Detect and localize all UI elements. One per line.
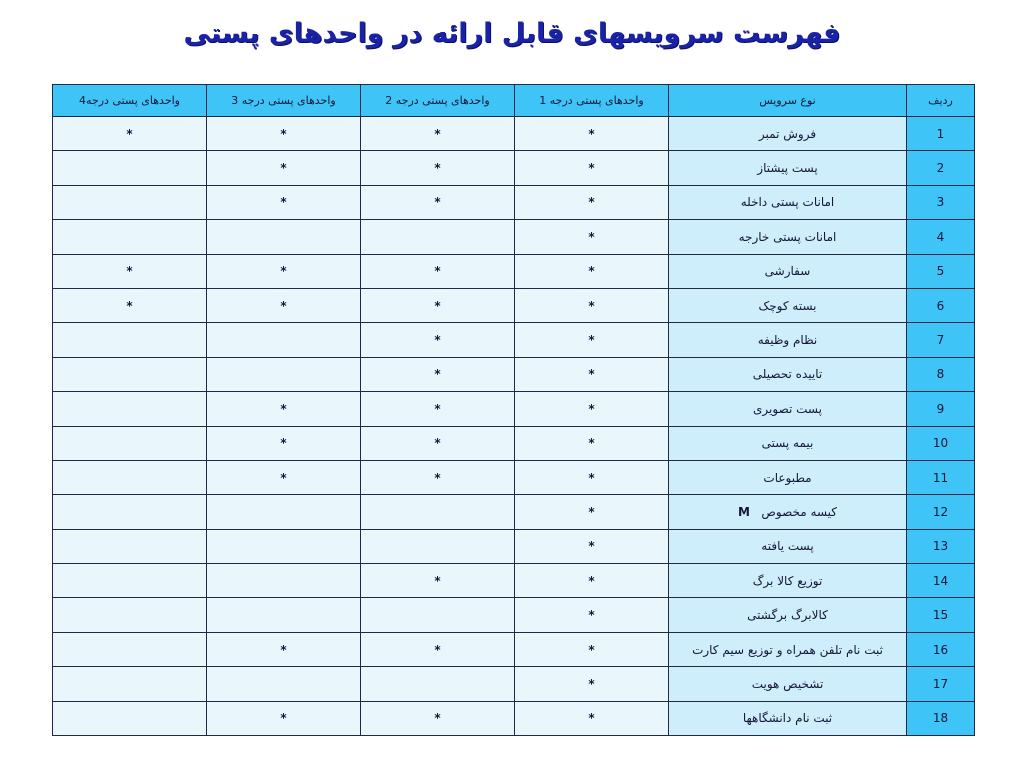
row-number-cell: 13 bbox=[907, 529, 975, 563]
service-name-cell bbox=[669, 254, 907, 288]
grade-1-availability-cell: * bbox=[515, 323, 669, 357]
grade-1-availability-cell: * bbox=[515, 598, 669, 632]
grade-2-availability-cell: * bbox=[361, 151, 515, 185]
grade-3-availability-cell: * bbox=[207, 117, 361, 151]
grade-2-availability-cell bbox=[361, 529, 515, 563]
table-row bbox=[53, 460, 975, 494]
table-row bbox=[53, 220, 975, 254]
grade-1-availability-cell: * bbox=[515, 564, 669, 598]
service-name-cell bbox=[669, 151, 907, 185]
service-name-cell bbox=[669, 185, 907, 219]
service-name-cell bbox=[669, 323, 907, 357]
table-row bbox=[53, 426, 975, 460]
header-grade-3: واحدهای پستی درجه 3 bbox=[207, 85, 361, 117]
grade-2-availability-cell: * bbox=[361, 117, 515, 151]
table-row bbox=[53, 529, 975, 563]
service-name: امانات پستی خارجه bbox=[738, 229, 837, 244]
service-name: توزیع کالا برگ bbox=[752, 573, 823, 588]
grade-4-availability-cell bbox=[53, 564, 207, 598]
grade-3-availability-cell: * bbox=[207, 185, 361, 219]
row-number-cell: 5 bbox=[907, 254, 975, 288]
table-row bbox=[53, 323, 975, 357]
service-name-cell bbox=[669, 460, 907, 494]
grade-2-availability-cell bbox=[361, 220, 515, 254]
header-grade-2: واحدهای پستی درجه 2 bbox=[361, 85, 515, 117]
service-name: پست پیشتاز bbox=[757, 161, 818, 176]
row-number-cell: 1 bbox=[907, 117, 975, 151]
service-name-cell bbox=[669, 426, 907, 460]
grade-4-availability-cell bbox=[53, 357, 207, 391]
table-row bbox=[53, 151, 975, 185]
services-table bbox=[52, 84, 975, 736]
row-number-cell: 3 bbox=[907, 185, 975, 219]
grade-4-availability-cell bbox=[53, 529, 207, 563]
row-number-cell: 12 bbox=[907, 495, 975, 529]
grade-2-availability-cell bbox=[361, 495, 515, 529]
grade-3-availability-cell: * bbox=[207, 254, 361, 288]
grade-1-availability-cell: * bbox=[515, 288, 669, 322]
service-name-cell bbox=[669, 495, 907, 529]
grade-1-availability-cell: * bbox=[515, 529, 669, 563]
grade-2-availability-cell: * bbox=[361, 632, 515, 666]
grade-2-availability-cell: * bbox=[361, 185, 515, 219]
grade-3-availability-cell: * bbox=[207, 392, 361, 426]
row-number-cell: 6 bbox=[907, 288, 975, 322]
grade-4-availability-cell: * bbox=[53, 117, 207, 151]
grade-1-availability-cell: * bbox=[515, 254, 669, 288]
grade-1-availability-cell: * bbox=[515, 632, 669, 666]
service-name: بسته کوچک bbox=[758, 298, 817, 313]
service-name-cell bbox=[669, 667, 907, 701]
table-row bbox=[53, 495, 975, 529]
service-name-cell bbox=[669, 701, 907, 735]
row-number-cell: 17 bbox=[907, 667, 975, 701]
grade-4-availability-cell bbox=[53, 667, 207, 701]
row-number-cell: 2 bbox=[907, 151, 975, 185]
page-title: فهرست سرویسهای قابل ارائه در واحدهای پستی bbox=[183, 18, 841, 49]
grade-4-availability-cell bbox=[53, 598, 207, 632]
grade-1-availability-cell: * bbox=[515, 460, 669, 494]
grade-4-availability-cell bbox=[53, 323, 207, 357]
table-row bbox=[53, 701, 975, 735]
row-number-cell: 7 bbox=[907, 323, 975, 357]
grade-4-availability-cell bbox=[53, 392, 207, 426]
grade-3-availability-cell: * bbox=[207, 426, 361, 460]
table-row bbox=[53, 392, 975, 426]
service-name-cell bbox=[669, 392, 907, 426]
service-name-cell bbox=[669, 357, 907, 391]
service-name: سفارشی bbox=[764, 264, 811, 279]
service-name-cell bbox=[669, 288, 907, 322]
row-number-cell: 8 bbox=[907, 357, 975, 391]
grade-4-availability-cell bbox=[53, 151, 207, 185]
grade-4-availability-cell: * bbox=[53, 288, 207, 322]
grade-1-availability-cell: * bbox=[515, 220, 669, 254]
service-name: کیسه مخصوص bbox=[761, 504, 837, 519]
row-number-cell: 11 bbox=[907, 460, 975, 494]
row-number-cell: 15 bbox=[907, 598, 975, 632]
row-number-cell: 18 bbox=[907, 701, 975, 735]
table-header-row bbox=[53, 85, 975, 117]
grade-4-availability-cell bbox=[53, 701, 207, 735]
service-name-cell bbox=[669, 529, 907, 563]
row-number-cell: 9 bbox=[907, 392, 975, 426]
table-row bbox=[53, 632, 975, 666]
service-name: کالابرگ برگشتی bbox=[747, 608, 828, 623]
table-row bbox=[53, 185, 975, 219]
header-grade-4: واحدهای پستی درجه4 bbox=[53, 85, 207, 117]
table-row bbox=[53, 598, 975, 632]
grade-3-availability-cell bbox=[207, 357, 361, 391]
table-body bbox=[53, 117, 975, 736]
service-name-cell bbox=[669, 632, 907, 666]
grade-4-availability-cell bbox=[53, 632, 207, 666]
service-name: فروش تمبر bbox=[758, 126, 817, 141]
grade-2-availability-cell: * bbox=[361, 460, 515, 494]
row-number-cell: 14 bbox=[907, 564, 975, 598]
grade-4-availability-cell bbox=[53, 185, 207, 219]
row-number-cell: 16 bbox=[907, 632, 975, 666]
grade-3-availability-cell bbox=[207, 220, 361, 254]
service-name: تشخیص هویت bbox=[751, 676, 824, 691]
grade-1-availability-cell: * bbox=[515, 117, 669, 151]
header-service-type: نوع سرویس bbox=[669, 85, 907, 117]
grade-3-availability-cell: * bbox=[207, 460, 361, 494]
service-name: پست تصویری bbox=[753, 401, 822, 416]
service-name-cell bbox=[669, 564, 907, 598]
row-number-cell: 10 bbox=[907, 426, 975, 460]
grade-3-availability-cell bbox=[207, 529, 361, 563]
service-name: نظام وظیفه bbox=[757, 333, 818, 348]
grade-2-availability-cell: * bbox=[361, 288, 515, 322]
grade-3-availability-cell bbox=[207, 323, 361, 357]
grade-1-availability-cell: * bbox=[515, 667, 669, 701]
service-name-cell bbox=[669, 117, 907, 151]
service-name-cell bbox=[669, 220, 907, 254]
grade-1-availability-cell: * bbox=[515, 701, 669, 735]
service-name: ثبت نام دانشگاهها bbox=[742, 711, 833, 726]
table-row bbox=[53, 254, 975, 288]
grade-3-availability-cell: * bbox=[207, 151, 361, 185]
grade-3-availability-cell bbox=[207, 564, 361, 598]
service-name-cell bbox=[669, 598, 907, 632]
service-name: امانات پستی داخله bbox=[740, 195, 835, 210]
grade-4-availability-cell bbox=[53, 426, 207, 460]
service-name: مطبوعات bbox=[763, 470, 812, 485]
grade-1-availability-cell: * bbox=[515, 495, 669, 529]
header-row-number: ردیف bbox=[907, 85, 975, 117]
grade-1-availability-cell: * bbox=[515, 185, 669, 219]
grade-4-availability-cell: * bbox=[53, 254, 207, 288]
grade-3-availability-cell: * bbox=[207, 701, 361, 735]
service-name: ثبت نام تلفن همراه و توزیع سیم کارت bbox=[692, 642, 883, 657]
grade-3-availability-cell bbox=[207, 495, 361, 529]
grade-4-availability-cell bbox=[53, 495, 207, 529]
grade-1-availability-cell: * bbox=[515, 392, 669, 426]
service-tag: M bbox=[738, 504, 750, 519]
grade-2-availability-cell: * bbox=[361, 254, 515, 288]
grade-2-availability-cell: * bbox=[361, 564, 515, 598]
grade-4-availability-cell bbox=[53, 460, 207, 494]
grade-2-availability-cell: * bbox=[361, 701, 515, 735]
grade-3-availability-cell bbox=[207, 667, 361, 701]
grade-2-availability-cell bbox=[361, 667, 515, 701]
table-row bbox=[53, 564, 975, 598]
grade-1-availability-cell: * bbox=[515, 426, 669, 460]
grade-2-availability-cell bbox=[361, 598, 515, 632]
service-name: بیمه پستی bbox=[761, 436, 814, 451]
table-row bbox=[53, 117, 975, 151]
grade-1-availability-cell: * bbox=[515, 151, 669, 185]
grade-2-availability-cell: * bbox=[361, 426, 515, 460]
table-row bbox=[53, 667, 975, 701]
grade-2-availability-cell: * bbox=[361, 392, 515, 426]
table-row bbox=[53, 357, 975, 391]
header-grade-1: واحدهای پستی درجه 1 bbox=[515, 85, 669, 117]
grade-3-availability-cell bbox=[207, 598, 361, 632]
grade-3-availability-cell: * bbox=[207, 288, 361, 322]
grade-2-availability-cell: * bbox=[361, 357, 515, 391]
table-row bbox=[53, 288, 975, 322]
service-name: پست یافته bbox=[761, 539, 814, 554]
service-name: تاییده تحصیلی bbox=[752, 367, 823, 382]
grade-1-availability-cell: * bbox=[515, 357, 669, 391]
grade-4-availability-cell bbox=[53, 220, 207, 254]
row-number-cell: 4 bbox=[907, 220, 975, 254]
grade-2-availability-cell: * bbox=[361, 323, 515, 357]
grade-3-availability-cell: * bbox=[207, 632, 361, 666]
